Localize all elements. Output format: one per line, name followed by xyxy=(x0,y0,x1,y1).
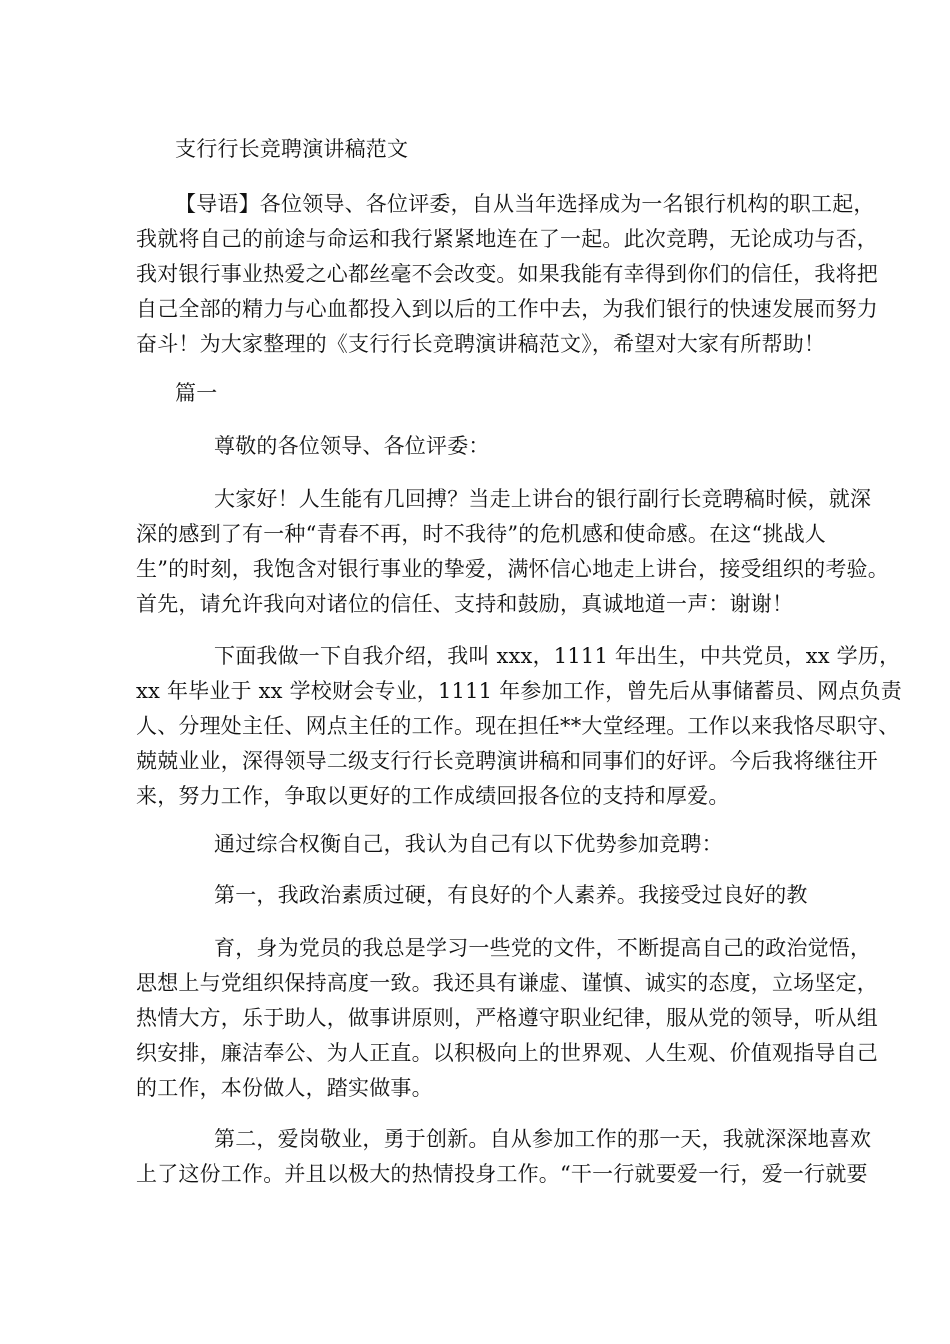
paragraph-line: 兢兢业业，深得领导二级支行行长竞聘演讲稿和同事们的好评。今后我将继往开 xyxy=(136,749,878,773)
paragraph-line: 第二，爱岗敬业，勇于创新。自从参加工作的那一天，我就深深地喜欢 xyxy=(214,1127,872,1151)
paragraph-line: 织安排，廉洁奉公、为人正直。以积极向上的世界观、人生观、价值观指导自己 xyxy=(136,1041,878,1065)
salutation: 尊敬的各位领导、各位评委： xyxy=(214,434,490,458)
paragraph-line: 下面我做一下自我介绍，我叫 xxx，1111 年出生，中共党员，xx 学历， xyxy=(214,644,901,668)
paragraph-line: 热情大方，乐于助人，做事讲原则，严格遵守职业纪律，服从党的领导，听从组 xyxy=(136,1006,878,1030)
paragraph-line: 生”的时刻，我饱含对银行事业的挚爱，满怀信心地走上讲台，接受组织的考验。 xyxy=(136,557,889,581)
paragraph-first-point: 第一，我政治素质过硬，有良好的个人素养。我接受过良好的教 xyxy=(214,883,808,907)
paragraph-line: 人、分理处主任、网点主任的工作。现在担任**大堂经理。工作以来我恪尽职守、 xyxy=(136,714,900,738)
paragraph-line: 大家好！人生能有几回搏？当走上讲台的银行副行长竞聘稿时候，就深 xyxy=(214,487,872,511)
intro-line: 自己全部的精力与心血都投入到以后的工作中去，为我们银行的快速发展而努力 xyxy=(136,297,878,321)
paragraph-advantages-intro: 通过综合权衡自己，我认为自己有以下优势参加竞聘： xyxy=(214,832,723,856)
intro-line: 奋斗！为大家整理的《支行行长竞聘演讲稿范文》，希望对大家有所帮助！ xyxy=(136,332,826,356)
paragraph-line: 上了这份工作。并且以极大的热情投身工作。“干一行就要爱一行，爱一行就要 xyxy=(136,1162,868,1186)
paragraph-line: xx 年毕业于 xx 学校财会专业，1111 年参加工作，曾先后从事储蓄员、网点负责 xyxy=(136,679,902,703)
paragraph-line: 首先，请允许我向对诸位的信任、支持和鼓励，真诚地道一声：谢谢！ xyxy=(136,592,794,616)
document-title: 支行行长竞聘演讲稿范文 xyxy=(175,137,409,161)
intro-line: 【导语】各位领导、各位评委，自从当年选择成为一名银行机构的职工起， xyxy=(175,192,875,216)
paragraph-line: 的工作，本份做人，踏实做事。 xyxy=(136,1076,433,1100)
intro-line: 我就将自己的前途与命运和我行紧紧地连在了一起。此次竞聘，无论成功与否， xyxy=(136,227,878,251)
paragraph-line: 育，身为党员的我总是学习一些党的文件，不断提高自己的政治觉悟， xyxy=(214,936,872,960)
paragraph-line: 思想上与党组织保持高度一致。我还具有谦虚、谨慎、诚实的态度，立场坚定， xyxy=(136,971,878,995)
section-heading: 篇一 xyxy=(175,381,218,405)
paragraph-line: 来，努力工作，争取以更好的工作成绩回报各位的支持和厚爱。 xyxy=(136,784,730,808)
intro-line: 我对银行事业热爱之心都丝毫不会改变。如果我能有幸得到你们的信任，我将把 xyxy=(136,262,878,286)
paragraph-line: 深的感到了有一种“青春不再，时不我待”的危机感和使命感。在这“挑战人 xyxy=(136,522,827,546)
